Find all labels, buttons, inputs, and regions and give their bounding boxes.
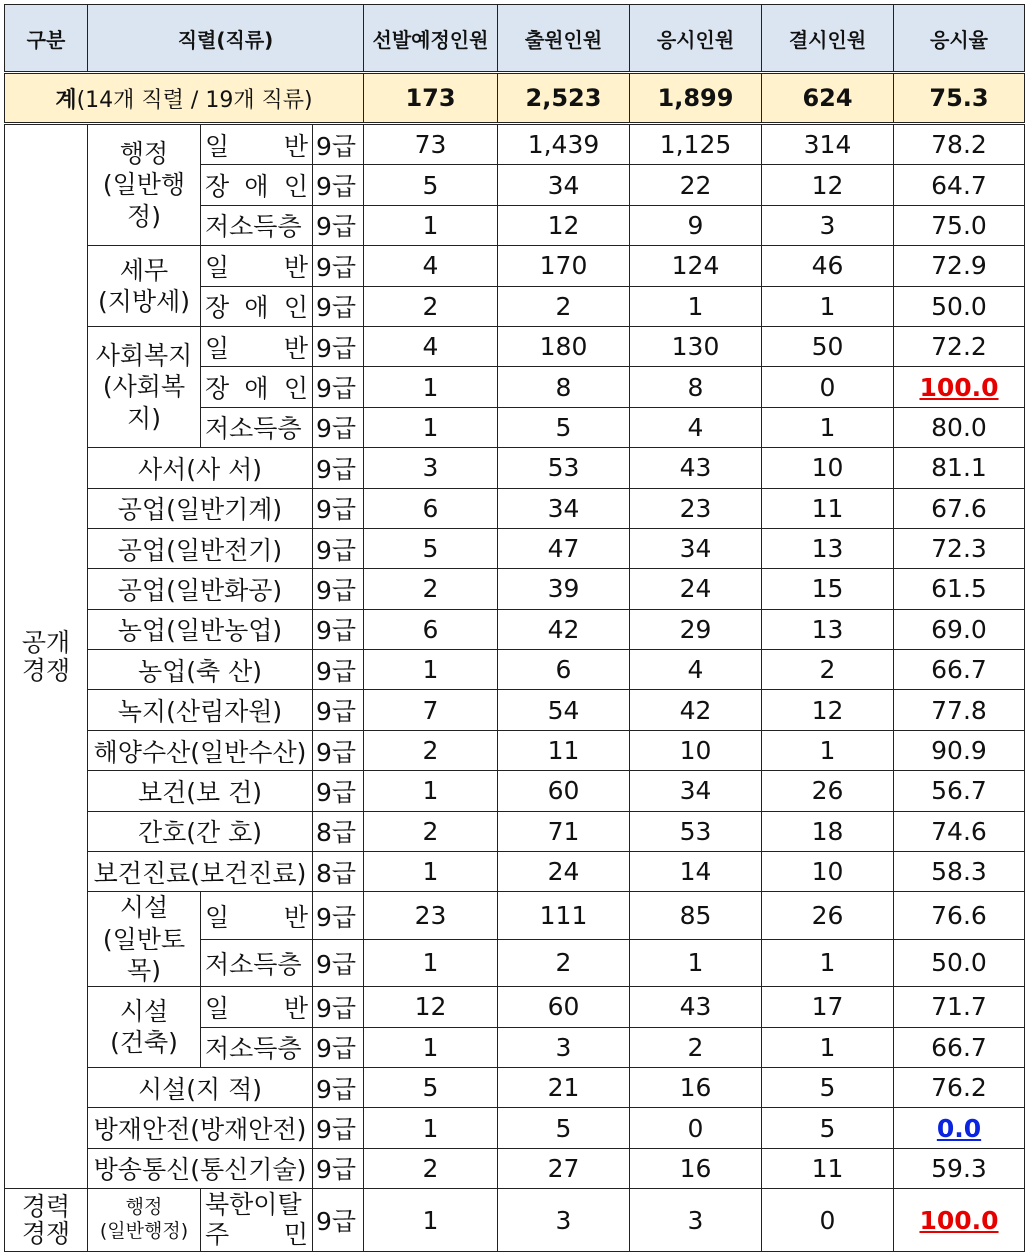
grade-cell: 9급: [313, 1148, 364, 1188]
abs-cell: 5: [762, 1067, 894, 1107]
sel-cell: 2: [364, 1148, 498, 1188]
sel-cell: 1: [364, 1108, 498, 1148]
series-cell: 공업(일반전기): [88, 528, 313, 568]
sel-cell: 5: [364, 528, 498, 568]
rate-cell: 61.5: [894, 569, 1025, 609]
abs-cell: 1: [762, 939, 894, 986]
grade-cell: 9급: [313, 987, 364, 1027]
abs-cell: 15: [762, 569, 894, 609]
series-group-cell: 세무 (지방세): [88, 246, 201, 327]
header-attendees: 응시인원: [630, 5, 762, 73]
sel-cell: 4: [364, 326, 498, 366]
app-cell: 5: [498, 1108, 630, 1148]
table-row: [5, 1067, 1025, 1107]
app-cell: 47: [498, 528, 630, 568]
rate-cell: 67.6: [894, 488, 1025, 528]
att-cell: 24: [630, 569, 762, 609]
series-cell: 농업(축 산): [88, 650, 313, 690]
app-cell: 21: [498, 1067, 630, 1107]
abs-cell: 12: [762, 165, 894, 205]
att-cell: 16: [630, 1148, 762, 1188]
att-cell: 4: [630, 650, 762, 690]
abs-cell: 17: [762, 987, 894, 1027]
abs-cell: 3: [762, 205, 894, 245]
table-row: [5, 448, 1025, 488]
sel-cell: 2: [364, 569, 498, 609]
att-cell: 29: [630, 609, 762, 649]
grade-cell: 9급: [313, 286, 364, 326]
total-attendees: 1,899: [630, 73, 762, 124]
sub-type-cell: 장 애 인: [201, 367, 313, 407]
grade-cell: 9급: [313, 939, 364, 986]
series-group-cell: 시설 (일반토목): [88, 892, 201, 987]
sub-type-cell: 장 애 인: [201, 286, 313, 326]
rate-cell: 81.1: [894, 448, 1025, 488]
app-cell: 111: [498, 892, 630, 939]
total-row: [5, 73, 1025, 124]
app-cell: 34: [498, 488, 630, 528]
rate-cell: 74.6: [894, 811, 1025, 851]
att-cell: 23: [630, 488, 762, 528]
app-cell: 3: [498, 1027, 630, 1067]
rate-cell: 66.7: [894, 650, 1025, 690]
header-series: 직렬(직류): [88, 5, 364, 73]
table-row: [5, 528, 1025, 568]
rate-cell: [894, 367, 1025, 407]
rate-cell: 75.0: [894, 205, 1025, 245]
header-absentees: 결시인원: [762, 5, 894, 73]
rate-cell: 64.7: [894, 165, 1025, 205]
sub-type-cell: 북한이탈 주 민: [201, 1189, 313, 1252]
table-row: [5, 1148, 1025, 1188]
table-row: [5, 488, 1025, 528]
table-row: [5, 987, 1025, 1027]
sel-cell: 2: [364, 811, 498, 851]
header-applicants: 출원인원: [498, 5, 630, 73]
series-cell: 시설(지 적): [88, 1067, 313, 1107]
sel-cell: 5: [364, 1067, 498, 1107]
rate-cell: 80.0: [894, 407, 1025, 447]
table-row: [5, 811, 1025, 851]
sel-cell: 1: [364, 407, 498, 447]
att-cell: 43: [630, 448, 762, 488]
sub-type-cell: 일 반: [201, 124, 313, 165]
rate-cell: 76.2: [894, 1067, 1025, 1107]
sel-cell: 12: [364, 987, 498, 1027]
abs-cell: 0: [762, 367, 894, 407]
rate-cell: 72.2: [894, 326, 1025, 366]
sub-type-cell: 일 반: [201, 326, 313, 366]
grade-cell: 9급: [313, 609, 364, 649]
rate-cell: 76.6: [894, 892, 1025, 939]
rate-cell: 77.8: [894, 690, 1025, 730]
rate-cell: 50.0: [894, 286, 1025, 326]
abs-cell: 1: [762, 1027, 894, 1067]
att-cell: 85: [630, 892, 762, 939]
sub-type-cell: 저소득층: [201, 407, 313, 447]
total-label-bold: 계: [55, 87, 77, 113]
series-group-cell: 사회복지 (사회복지): [88, 326, 201, 447]
table-row: [5, 326, 1025, 366]
series-cell: 방송통신(통신기술): [88, 1148, 313, 1188]
app-cell: 34: [498, 165, 630, 205]
rate-cell: 58.3: [894, 852, 1025, 892]
app-cell: 180: [498, 326, 630, 366]
table-row: [5, 609, 1025, 649]
att-cell: 124: [630, 246, 762, 286]
abs-cell: 18: [762, 811, 894, 851]
sub-type-cell: 일 반: [201, 987, 313, 1027]
att-cell: 130: [630, 326, 762, 366]
sel-cell: 7: [364, 690, 498, 730]
grade-cell: 9급: [313, 1189, 364, 1252]
sel-cell: 1: [364, 367, 498, 407]
grade-cell: 8급: [313, 811, 364, 851]
series-cell: 녹지(산림자원): [88, 690, 313, 730]
app-cell: 2: [498, 286, 630, 326]
att-cell: 53: [630, 811, 762, 851]
sel-cell: 1: [364, 650, 498, 690]
rate-cell: 78.2: [894, 124, 1025, 165]
sel-cell: 1: [364, 1189, 498, 1252]
highlighted-rate: 100.0: [919, 1205, 999, 1235]
grade-cell: 9급: [313, 1108, 364, 1148]
abs-cell: 10: [762, 852, 894, 892]
abs-cell: 26: [762, 771, 894, 811]
sel-cell: 1: [364, 852, 498, 892]
att-cell: 22: [630, 165, 762, 205]
app-cell: 71: [498, 811, 630, 851]
sub-type-cell: 저소득층: [201, 1027, 313, 1067]
app-cell: 60: [498, 771, 630, 811]
att-cell: 34: [630, 771, 762, 811]
abs-cell: 0: [762, 1189, 894, 1252]
series-group-cell: 행정 (일반행정): [88, 1189, 201, 1252]
att-cell: 10: [630, 730, 762, 770]
series-cell: 간호(간 호): [88, 811, 313, 851]
total-absentees: 624: [762, 73, 894, 124]
rate-cell: 90.9: [894, 730, 1025, 770]
app-cell: 5: [498, 407, 630, 447]
series-cell: 보건진료(보건진료): [88, 852, 313, 892]
header-planned: 선발예정인원: [364, 5, 498, 73]
series-cell: 사서(사 서): [88, 448, 313, 488]
sub-type-cell: 저소득층: [201, 205, 313, 245]
rate-cell: 56.7: [894, 771, 1025, 811]
grade-cell: 9급: [313, 650, 364, 690]
grade-cell: 9급: [313, 165, 364, 205]
app-cell: 39: [498, 569, 630, 609]
grade-cell: 9급: [313, 1027, 364, 1067]
grade-cell: 9급: [313, 690, 364, 730]
abs-cell: 5: [762, 1108, 894, 1148]
sub-type-cell: 장 애 인: [201, 165, 313, 205]
abs-cell: 12: [762, 690, 894, 730]
grade-cell: 9급: [313, 367, 364, 407]
sel-cell: 23: [364, 892, 498, 939]
grade-cell: 9급: [313, 246, 364, 286]
abs-cell: 46: [762, 246, 894, 286]
grade-cell: 8급: [313, 852, 364, 892]
att-cell: 16: [630, 1067, 762, 1107]
app-cell: 42: [498, 609, 630, 649]
sel-cell: 73: [364, 124, 498, 165]
abs-cell: 10: [762, 448, 894, 488]
app-cell: 54: [498, 690, 630, 730]
abs-cell: 1: [762, 286, 894, 326]
sel-cell: 1: [364, 939, 498, 986]
att-cell: 8: [630, 367, 762, 407]
sel-cell: 2: [364, 730, 498, 770]
sel-cell: 1: [364, 1027, 498, 1067]
grade-cell: 9급: [313, 528, 364, 568]
abs-cell: 26: [762, 892, 894, 939]
att-cell: 14: [630, 852, 762, 892]
abs-cell: 1: [762, 730, 894, 770]
category-cell: 경력 경쟁: [5, 1189, 88, 1252]
highlighted-rate: 100.0: [919, 372, 999, 402]
rate-cell: [894, 1189, 1025, 1252]
total-applicants: 2,523: [498, 73, 630, 124]
series-group-cell: 행정 (일반행정): [88, 124, 201, 246]
grade-cell: 9급: [313, 892, 364, 939]
sub-type-cell: 저소득층: [201, 939, 313, 986]
app-cell: 3: [498, 1189, 630, 1252]
app-cell: 53: [498, 448, 630, 488]
table-row: [5, 124, 1025, 165]
series-cell: 방재안전(방재안전): [88, 1108, 313, 1148]
app-cell: 24: [498, 852, 630, 892]
sel-cell: 2: [364, 286, 498, 326]
att-cell: 2: [630, 1027, 762, 1067]
grade-cell: 9급: [313, 407, 364, 447]
series-cell: 공업(일반화공): [88, 569, 313, 609]
table-row: [5, 771, 1025, 811]
abs-cell: 13: [762, 609, 894, 649]
table-row: [5, 569, 1025, 609]
table-row: [5, 1108, 1025, 1148]
table-row: [5, 730, 1025, 770]
abs-cell: 50: [762, 326, 894, 366]
recruitment-stats-table: [4, 4, 1025, 1252]
abs-cell: 2: [762, 650, 894, 690]
grade-cell: 9급: [313, 205, 364, 245]
table-row: [5, 690, 1025, 730]
att-cell: 3: [630, 1189, 762, 1252]
sel-cell: 3: [364, 448, 498, 488]
grade-cell: 9급: [313, 730, 364, 770]
grade-cell: 9급: [313, 1067, 364, 1107]
highlighted-rate: 0.0: [936, 1113, 982, 1143]
grade-cell: 9급: [313, 569, 364, 609]
att-cell: 1: [630, 286, 762, 326]
att-cell: 1: [630, 939, 762, 986]
grade-cell: 9급: [313, 488, 364, 528]
att-cell: 0: [630, 1108, 762, 1148]
series-cell: 해양수산(일반수산): [88, 730, 313, 770]
att-cell: 34: [630, 528, 762, 568]
abs-cell: 13: [762, 528, 894, 568]
rate-cell: 66.7: [894, 1027, 1025, 1067]
series-cell: 농업(일반농업): [88, 609, 313, 649]
table-row: [5, 246, 1025, 286]
rate-cell: 72.3: [894, 528, 1025, 568]
series-group-cell: 시설 (건축): [88, 987, 201, 1068]
app-cell: 6: [498, 650, 630, 690]
sel-cell: 6: [364, 609, 498, 649]
abs-cell: 11: [762, 1148, 894, 1188]
app-cell: 27: [498, 1148, 630, 1188]
sel-cell: 6: [364, 488, 498, 528]
sel-cell: 4: [364, 246, 498, 286]
app-cell: 1,439: [498, 124, 630, 165]
app-cell: 11: [498, 730, 630, 770]
header-rate: 응시율: [894, 5, 1025, 73]
app-cell: 12: [498, 205, 630, 245]
category-cell: 공개 경쟁: [5, 124, 88, 1189]
total-label: [5, 73, 364, 124]
att-cell: 4: [630, 407, 762, 447]
abs-cell: 11: [762, 488, 894, 528]
att-cell: 9: [630, 205, 762, 245]
rate-cell: [894, 1108, 1025, 1148]
grade-cell: 9급: [313, 771, 364, 811]
series-cell: 공업(일반기계): [88, 488, 313, 528]
sub-type-cell: 일 반: [201, 246, 313, 286]
sub-type-cell: 일 반: [201, 892, 313, 939]
att-cell: 43: [630, 987, 762, 1027]
grade-cell: 9급: [313, 326, 364, 366]
app-cell: 170: [498, 246, 630, 286]
app-cell: 8: [498, 367, 630, 407]
total-rate: 75.3: [894, 73, 1025, 124]
app-cell: 2: [498, 939, 630, 986]
sel-cell: 5: [364, 165, 498, 205]
header-row: [5, 5, 1025, 73]
table-row: [5, 650, 1025, 690]
att-cell: 1,125: [630, 124, 762, 165]
table-row: [5, 892, 1025, 939]
rate-cell: 59.3: [894, 1148, 1025, 1188]
grade-cell: 9급: [313, 124, 364, 165]
abs-cell: 1: [762, 407, 894, 447]
app-cell: 60: [498, 987, 630, 1027]
grade-cell: 9급: [313, 448, 364, 488]
sel-cell: 1: [364, 771, 498, 811]
abs-cell: 314: [762, 124, 894, 165]
header-category: 구분: [5, 5, 88, 73]
table-row: [5, 852, 1025, 892]
sel-cell: 1: [364, 205, 498, 245]
series-cell: 보건(보 건): [88, 771, 313, 811]
rate-cell: 72.9: [894, 246, 1025, 286]
table-row: [5, 1189, 1025, 1252]
total-label-rest: (14개 직렬 / 19개 직류): [76, 87, 313, 113]
rate-cell: 50.0: [894, 939, 1025, 986]
att-cell: 42: [630, 690, 762, 730]
total-planned: 173: [364, 73, 498, 124]
rate-cell: 71.7: [894, 987, 1025, 1027]
rate-cell: 69.0: [894, 609, 1025, 649]
